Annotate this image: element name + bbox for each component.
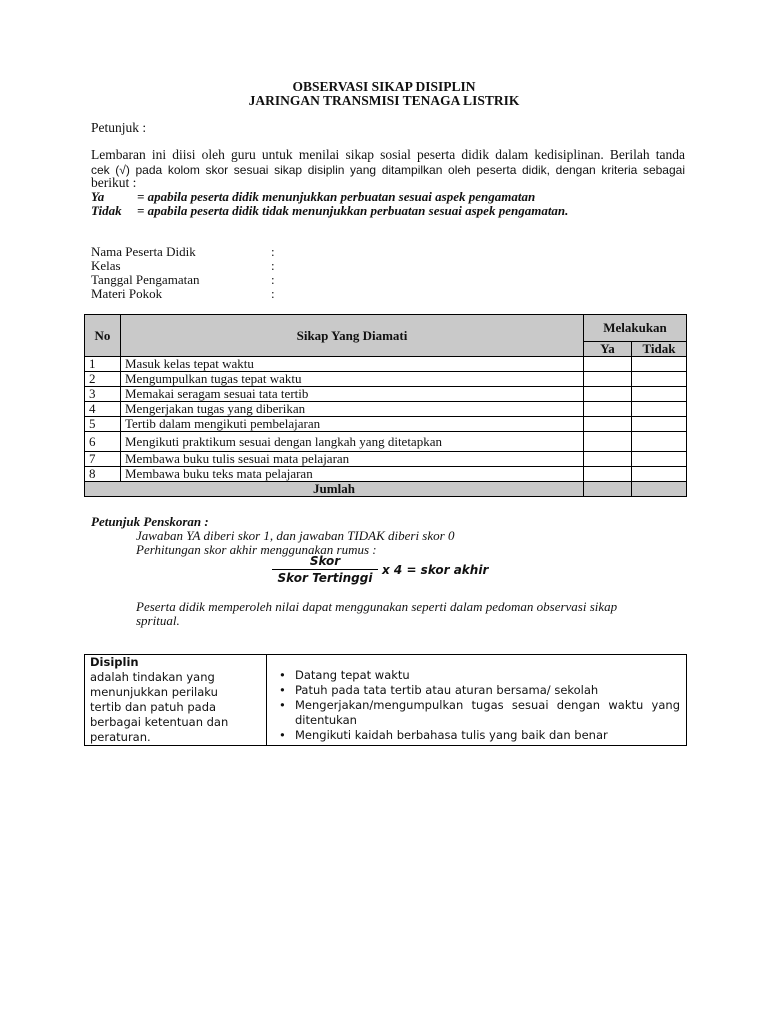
field-nama: Nama Peserta Didik : xyxy=(91,244,275,259)
header-tidak: Tidak xyxy=(632,342,687,357)
cell-tidak[interactable] xyxy=(632,432,687,452)
intro-line2: cek (√) pada kolom skor sesuai sikap disiplin yang ditampilkan oleh peserta didik, dengan kriteria sebagai xyxy=(91,163,685,177)
list-item: • Patuh pada tata tertib atau aturan bersama/ sekolah xyxy=(279,683,599,697)
jumlah-row xyxy=(85,482,687,497)
table-row: 1 Masuk kelas tepat waktu xyxy=(85,357,687,372)
cell-tidak[interactable] xyxy=(632,452,687,467)
cell-tidak[interactable] xyxy=(632,467,687,482)
header-no: No xyxy=(85,315,121,357)
list-item: • Mengikuti kaidah berbahasa tulis yang baik dan benar xyxy=(279,728,608,742)
disiplin-definition: adalah tindakan yang menunjukkan perilaku tertib dan patuh pada berbagai ketentuan dan peraturan. xyxy=(90,670,229,744)
cell-tidak[interactable] xyxy=(632,417,687,432)
scoring-heading: Petunjuk Penskoran : xyxy=(91,514,209,529)
criteria-tidak xyxy=(91,203,568,219)
cell-tidak[interactable] xyxy=(632,402,687,417)
disiplin-table xyxy=(84,654,687,746)
header-sikap: Sikap Yang Diamati xyxy=(121,315,584,357)
petunjuk-label: Petunjuk : xyxy=(91,120,147,135)
cell-ya[interactable] xyxy=(584,452,632,467)
scoring-note-line2: spritual. xyxy=(136,613,180,628)
table-row: 3 Memakai seragam sesuai tata tertib xyxy=(85,387,687,402)
intro-line3: berikut : xyxy=(91,175,137,190)
table-row: 6 Mengikuti praktikum sesuai dengan langkah yang ditetapkan xyxy=(85,432,687,452)
header-ya: Ya xyxy=(584,342,632,357)
table-row: 7 Membawa buku tulis sesuai mata pelajaran xyxy=(85,452,687,467)
doc-title-line1: OBSERVASI SIKAP DISIPLIN xyxy=(292,79,476,94)
header-melakukan: Melakukan xyxy=(584,315,687,342)
criteria-key: Ya xyxy=(91,189,105,204)
field-materi: Materi Pokok : xyxy=(91,286,275,301)
formula-rhs: x 4 = skor akhir xyxy=(382,563,489,577)
jumlah-tidak xyxy=(632,482,687,497)
table-row: 4 Mengerjakan tugas yang diberikan xyxy=(85,402,687,417)
indicator-list xyxy=(271,668,680,743)
table-row: 2 Mengumpulkan tugas tepat waktu xyxy=(85,372,687,387)
list-item: • Datang tepat waktu xyxy=(279,668,410,682)
scoring-line2: Perhitungan skor akhir menggunakan rumus : xyxy=(136,542,377,557)
cell-ya[interactable] xyxy=(584,432,632,452)
cell-ya[interactable] xyxy=(584,372,632,387)
criteria-key: Tidak xyxy=(91,203,122,218)
criteria-text: = apabila peserta didik tidak menunjukkan perbuatan sesuai aspek pengamatan. xyxy=(137,203,569,218)
doc-title-line2: JARINGAN TRANSMISI TENAGA LISTRIK xyxy=(248,93,520,108)
formula-denominator: Skor Tertinggi xyxy=(277,571,373,585)
cell-ya[interactable] xyxy=(584,387,632,402)
field-kelas: Kelas : xyxy=(91,258,275,273)
disiplin-indicators-cell xyxy=(267,655,687,746)
cell-tidak[interactable] xyxy=(632,357,687,372)
jumlah-label: Jumlah xyxy=(85,482,584,497)
disiplin-definition-cell xyxy=(85,655,267,746)
cell-ya[interactable] xyxy=(584,417,632,432)
scoring-line1: Jawaban YA diberi skor 1, dan jawaban TIDAK diberi skor 0 xyxy=(136,528,455,543)
criteria-text: = apabila peserta didik menunjukkan perbuatan sesuai aspek pengamatan xyxy=(137,189,536,204)
intro-line1: Lembaran ini diisi oleh guru untuk menilai sikap sosial peserta didik dalam kedisiplinan. Berilah tanda xyxy=(91,147,685,162)
cell-ya[interactable] xyxy=(584,402,632,417)
table-row: 5 Tertib dalam mengikuti pembelajaran xyxy=(85,417,687,432)
scoring-formula-fraction xyxy=(272,554,378,585)
jumlah-ya xyxy=(584,482,632,497)
cell-tidak[interactable] xyxy=(632,387,687,402)
scoring-note-line1: Peserta didik memperoleh nilai dapat menggunakan seperti dalam pedoman observasi sikap xyxy=(136,599,618,614)
cell-tidak[interactable] xyxy=(632,372,687,387)
cell-ya[interactable] xyxy=(584,467,632,482)
formula-numerator: Skor xyxy=(309,554,341,568)
disiplin-title: Disiplin xyxy=(90,655,139,669)
list-item: • Mengerjakan/mengumpulkan tugas sesuai dengan waktu yang ditentukan xyxy=(279,698,680,727)
table-row: 8 Membawa buku teks mata pelajaran xyxy=(85,467,687,482)
observation-table xyxy=(84,314,687,497)
field-tanggal: Tanggal Pengamatan : xyxy=(91,272,275,287)
cell-ya[interactable] xyxy=(584,357,632,372)
fraction-bar xyxy=(272,569,378,570)
